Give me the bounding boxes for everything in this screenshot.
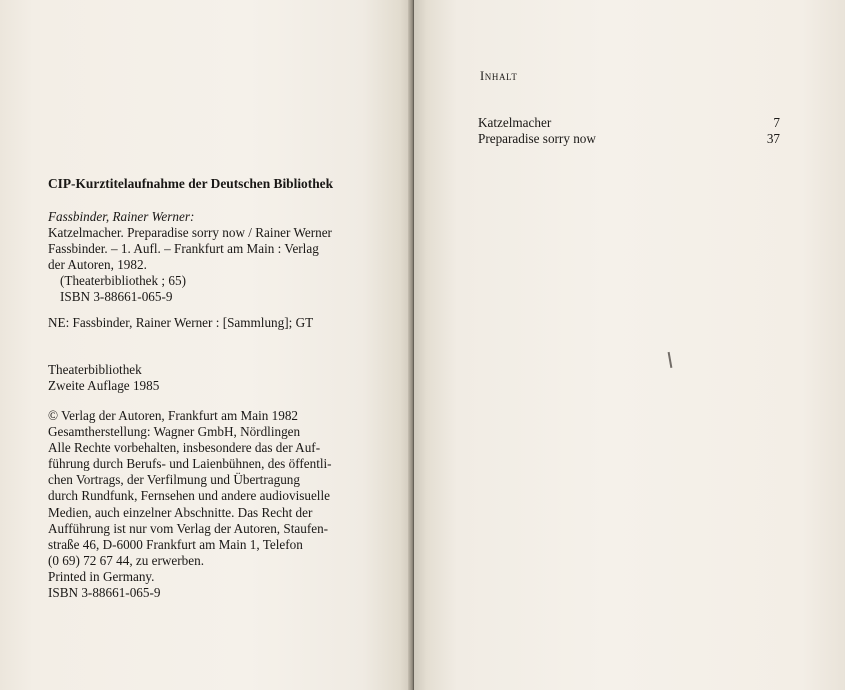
left-page (0, 0, 412, 690)
cip-line: Fassbinder. – 1. Aufl. – Frankfurt am Main : Verlag (48, 241, 319, 257)
toc-entry (478, 115, 780, 131)
printed-in: Printed in Germany. (48, 568, 155, 584)
copyright-block (48, 408, 364, 601)
copyright-line: Alle Rechte vorbehalten, insbesondere das der Auf- (48, 440, 321, 456)
copyright-line: Aufführung ist nur vom Verlag der Autoren, Staufen- (48, 520, 329, 536)
copyright-line: führung durch Berufs- und Laienbühnen, des öffentli- (48, 456, 332, 472)
cip-line: Katzelmacher. Preparadise sorry now / Rainer Werner (48, 225, 332, 241)
cip-record (48, 209, 332, 306)
right-page (414, 0, 845, 690)
toc-page: 37 (766, 130, 780, 146)
table-of-contents (478, 115, 780, 146)
isbn: ISBN 3-88661-065-9 (48, 585, 161, 601)
copyright-line: © Verlag der Autoren, Frankfurt am Main 1982 (48, 408, 299, 423)
cip-title: CIP-Kurztitelaufnahme der Deutschen Bibliothek (48, 176, 334, 191)
cip-series: (Theaterbibliothek ; 65) (60, 273, 186, 289)
series-name: Theaterbibliothek (48, 362, 142, 377)
toc-entry (478, 131, 780, 147)
copyright-line: straße 46, D-6000 Frankfurt am Main 1, Telefon (48, 536, 303, 552)
copyright-line: Gesamtherstellung: Wagner GmbH, Nördlingen (48, 424, 301, 440)
series-info (48, 362, 159, 394)
contents-heading: Inhalt (480, 69, 518, 83)
cip-author: Fassbinder, Rainer Werner: (48, 209, 195, 224)
ne-line: NE: Fassbinder, Rainer Werner : [Sammlung]; GT (48, 315, 314, 330)
cip-line: der Autoren, 1982. (48, 257, 147, 273)
toc-title: Katzelmacher (478, 115, 552, 130)
toc-page: 7 (773, 115, 780, 130)
copyright-line: Medien, auch einzelner Abschnitte. Das Recht der (48, 504, 313, 520)
copyright-line: chen Vortrags, der Verfilmung und Übertragung (48, 472, 300, 488)
copyright-line: (0 69) 72 67 44, zu erwerben. (48, 552, 205, 568)
edition: Zweite Auflage 1985 (48, 378, 160, 394)
cip-isbn: ISBN 3-88661-065-9 (60, 289, 173, 305)
copyright-line: durch Rundfunk, Fernsehen und andere audiovisuelle (48, 488, 330, 504)
toc-title: Preparadise sorry now (478, 130, 596, 146)
